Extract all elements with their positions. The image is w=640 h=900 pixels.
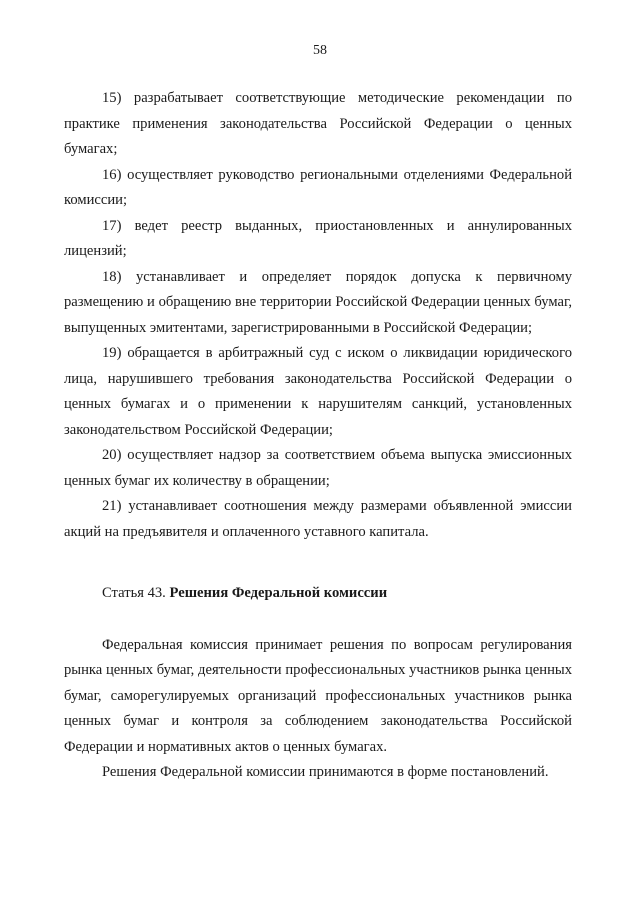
document-body bbox=[64, 86, 572, 786]
list-item-17: 17) ведет реестр выданных, приостановленных и аннулированных лицензий; bbox=[64, 217, 572, 259]
article-paragraph-2: Решения Федеральной комиссии принимаются в форме постановлений. bbox=[102, 764, 549, 780]
list-item-19: 19) обращается в арбитражный суд с иском о ликвидации юридического лица, нарушившего требования законодательства Российской Федерации о ценных бумагах и о применении к нарушителям санкций, установленных законодательством Российской Федерации; bbox=[64, 345, 572, 438]
page-number: 58 bbox=[313, 43, 327, 58]
list-item-18: 18) устанавливает и определяет порядок допуска к первичному размещению и обращению вне территории Российской Федерации ценных бумаг, выпущенных эмитентами, зарегистрированными в Российской Федерации; bbox=[64, 268, 572, 336]
list-item-15: 15) разрабатывает соответствующие методические рекомендации по практике применения законодательства Российской Федерации о ценных бумагах; bbox=[64, 90, 572, 157]
list-item-20: 20) осуществляет надзор за соответствием объема выпуска эмиссионных ценных бумаг их количеству в обращении; bbox=[64, 447, 572, 489]
article-paragraph-1: Федеральная комиссия принимает решения по вопросам регулирования рынка ценных бумаг, деятельности профессиональных участников рынка ценных бумаг, саморегулируемых организаций профессиональных участников рынка ценных бумаг и контроля за соблюдением законодательства Российской Федерации и нормативных актов о ценных бумагах. bbox=[64, 636, 572, 755]
article-heading bbox=[64, 581, 572, 607]
list-item-16: 16) осуществляет руководство региональными отделениями Федеральной комиссии; bbox=[64, 166, 572, 208]
article-title: Решения Федеральной комиссии bbox=[169, 585, 388, 601]
article-prefix: Статья 43. bbox=[102, 585, 166, 601]
list-item-21: 21) устанавливает соотношения между размерами объявленной эмиссии акций на предъявителя и оплаченного уставного капитала. bbox=[64, 498, 572, 540]
